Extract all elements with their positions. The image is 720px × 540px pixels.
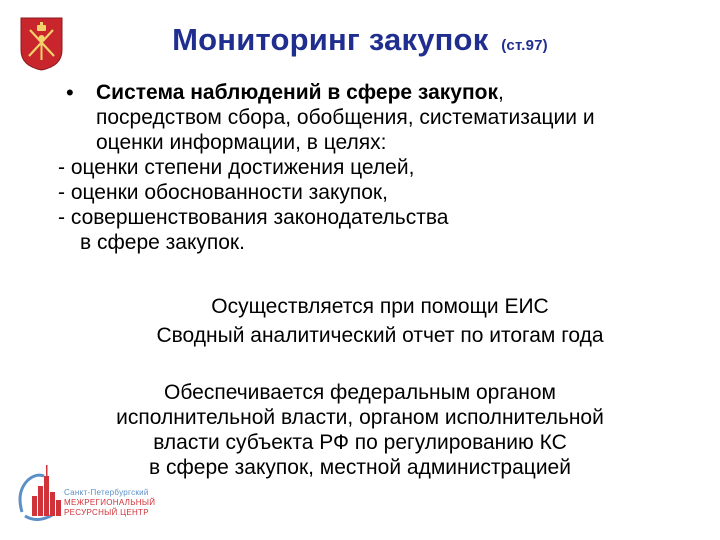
bullet-comma: ,	[497, 81, 504, 104]
bullet-text	[96, 80, 706, 155]
bullet-item	[66, 80, 706, 155]
logo-line-2: МЕЖРЕГИОНАЛЬНЫЙ	[64, 498, 156, 507]
dash-item: - оценки степени достижения целей,	[58, 156, 415, 179]
slide-title	[0, 22, 720, 58]
bullet-marker: •	[66, 80, 74, 105]
main-text-block	[58, 80, 706, 255]
dash-item-continuation: в сфере закупок.	[80, 231, 245, 254]
dash-item: - оценки обоснованности закупок,	[58, 181, 388, 204]
report-line: Сводный аналитический отчет по итогам года	[156, 324, 604, 347]
bullet-bold-term: Система наблюдений в сфере закупок	[96, 81, 498, 104]
logo-line-1: Санкт-Петербургский	[64, 488, 149, 497]
authority-line: в сфере закупок, местной администрацией	[149, 456, 571, 479]
article-reference: (ст.97)	[501, 37, 548, 54]
logo-text	[64, 488, 155, 518]
authority-line: Обеспечивается федеральным органом	[164, 381, 556, 404]
logo-line-3: РЕСУРСНЫЙ ЦЕНТР	[64, 508, 149, 517]
bullet-line-2: посредством сбора, обобщения, систематизации и	[96, 106, 595, 129]
eis-block	[60, 292, 700, 350]
authority-line: власти субъекта РФ по регулированию КС	[153, 431, 567, 454]
dash-item: - совершенствования законодательства	[58, 206, 449, 229]
authority-line: исполнительной власти, органом исполнительной	[116, 406, 604, 429]
eis-line: Осуществляется при помощи ЕИС	[211, 295, 549, 318]
title-text: Мониторинг закупок	[172, 22, 489, 57]
bullet-line-3: оценки информации, в целях:	[96, 131, 387, 154]
